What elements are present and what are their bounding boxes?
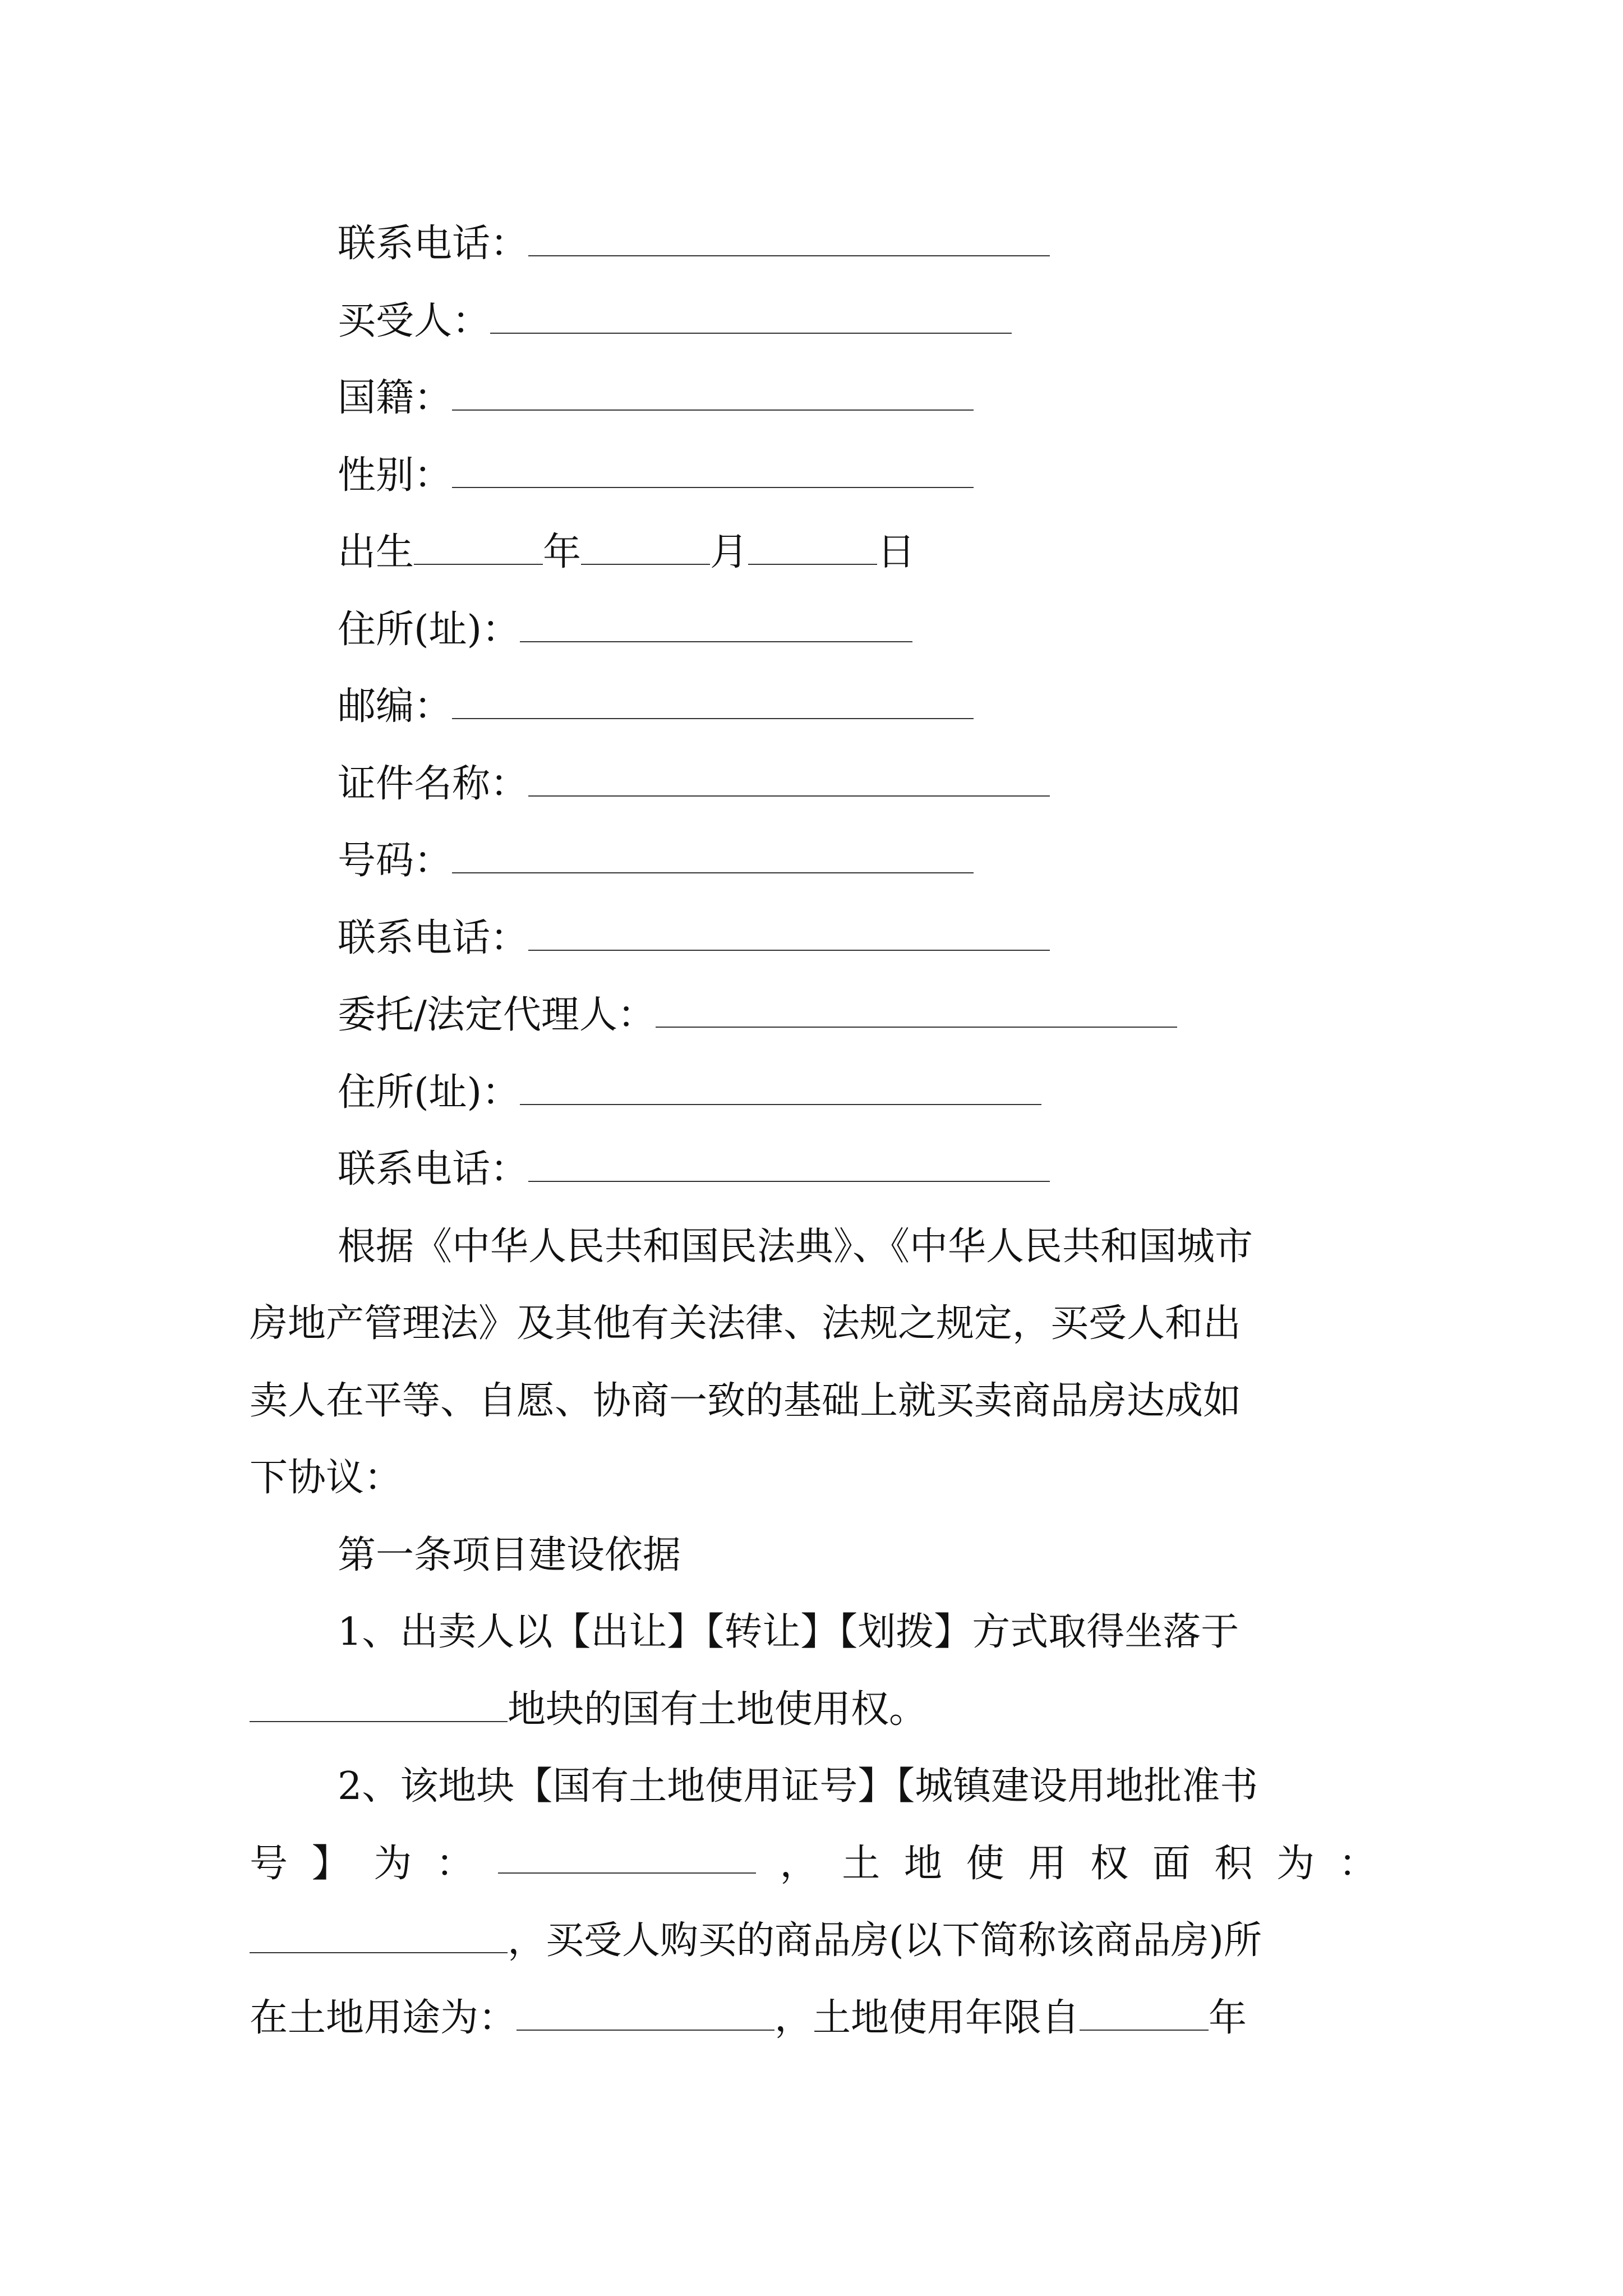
buyer-phone-row: 联系电话： <box>338 908 1050 969</box>
intro-line-4: 下协议： <box>250 1456 403 1500</box>
intro-line-1: 根据《中华人民共和国民法典》、《中华人民共和国城市 <box>338 1225 1253 1269</box>
intro-line-2: 房地产管理法》及其他有关法律、法规之规定，买受人和出 <box>250 1301 1242 1346</box>
id-name-label: 证件名称 <box>338 762 491 806</box>
id-number-label: 号码 <box>338 839 414 883</box>
gender-field[interactable] <box>452 448 974 488</box>
article1-item2-line1: 2、该地块【国有土地使用证号】【城镇建设用地批准书 <box>338 1764 1258 1809</box>
seller-phone-row: 联系电话： <box>338 213 1050 275</box>
land-area-field[interactable] <box>250 1913 508 1953</box>
intro-line-3: 卖人在平等、自愿、协商一致的基础上就买卖商品房达成如 <box>250 1379 1242 1423</box>
agent-address-label: 住所(址) <box>338 1070 482 1115</box>
buyer-row: 买受人： <box>338 291 1012 352</box>
agent-label: 委托/法定代理人 <box>338 993 617 1037</box>
buyer-label: 买受人 <box>338 299 453 343</box>
seller-phone-label: 联系电话 <box>338 222 491 266</box>
buyer-phone-label: 联系电话 <box>338 916 491 960</box>
agent-phone-field[interactable] <box>528 1142 1050 1182</box>
postcode-row: 邮编： <box>338 676 974 738</box>
month-label: 月 <box>710 530 749 574</box>
address-label: 住所(址) <box>338 608 482 652</box>
seller-phone-field[interactable] <box>528 216 1050 256</box>
article1-item2-line4: 在土地用途为： ，土地使用年限自 年 <box>250 1987 1377 2049</box>
id-number-field[interactable] <box>452 833 974 873</box>
agent-row: 委托/法定代理人： <box>338 984 1177 1046</box>
article1-item1-line2 <box>250 1679 1377 1741</box>
gender-row: 性别： <box>338 445 974 507</box>
nationality-field[interactable] <box>452 370 974 411</box>
postcode-field[interactable] <box>452 679 974 719</box>
birth-year-field[interactable] <box>414 524 543 565</box>
agent-address-field[interactable] <box>520 1065 1041 1105</box>
birth-row <box>338 522 915 583</box>
address-field[interactable] <box>520 602 912 642</box>
certificate-number-field[interactable] <box>498 1833 756 1874</box>
birth-month-field[interactable] <box>581 524 710 565</box>
agent-field[interactable] <box>656 987 1177 1028</box>
day-label: 日 <box>877 530 916 574</box>
item1-line2-text: 地块的国有土地使用权。 <box>508 1687 928 1732</box>
postcode-label: 邮编 <box>338 684 414 729</box>
agent-address-row: 住所(址)： <box>338 1062 1041 1124</box>
id-name-field[interactable] <box>528 756 1050 797</box>
gender-label: 性别 <box>338 453 414 498</box>
land-location-field[interactable] <box>250 1682 508 1722</box>
address-row: 住所(址)： <box>338 599 912 661</box>
land-term-start-year-field[interactable] <box>1080 1990 1209 2031</box>
buyer-phone-field[interactable] <box>528 910 1050 951</box>
id-name-row: 证件名称： <box>338 753 1050 815</box>
land-use-field[interactable] <box>517 1990 774 2031</box>
year-label: 年 <box>543 530 582 574</box>
birth-day-field[interactable] <box>748 524 877 565</box>
birth-label: 出生 <box>338 530 414 574</box>
agent-phone-row: 联系电话： <box>338 1139 1050 1200</box>
nationality-label: 国籍 <box>338 376 414 420</box>
article1-item1-line1: 1、出卖人以【出让】【转让】【划拨】方式取得坐落于 <box>338 1610 1239 1654</box>
article1-title: 第一条项目建设依据 <box>338 1533 681 1577</box>
buyer-name-field[interactable] <box>490 293 1012 334</box>
article1-item2-line3: ，买受人购买的商品房(以下简称该商品房)所 <box>250 1910 1377 1972</box>
nationality-row: 国籍： <box>338 367 974 429</box>
agent-phone-label: 联系电话 <box>338 1147 491 1191</box>
article1-item2-line2: 号 】 为 ： ， 土 地 使 用 权 面 积 为 ： <box>250 1833 1377 1895</box>
id-number-row: 号码： <box>338 830 974 892</box>
